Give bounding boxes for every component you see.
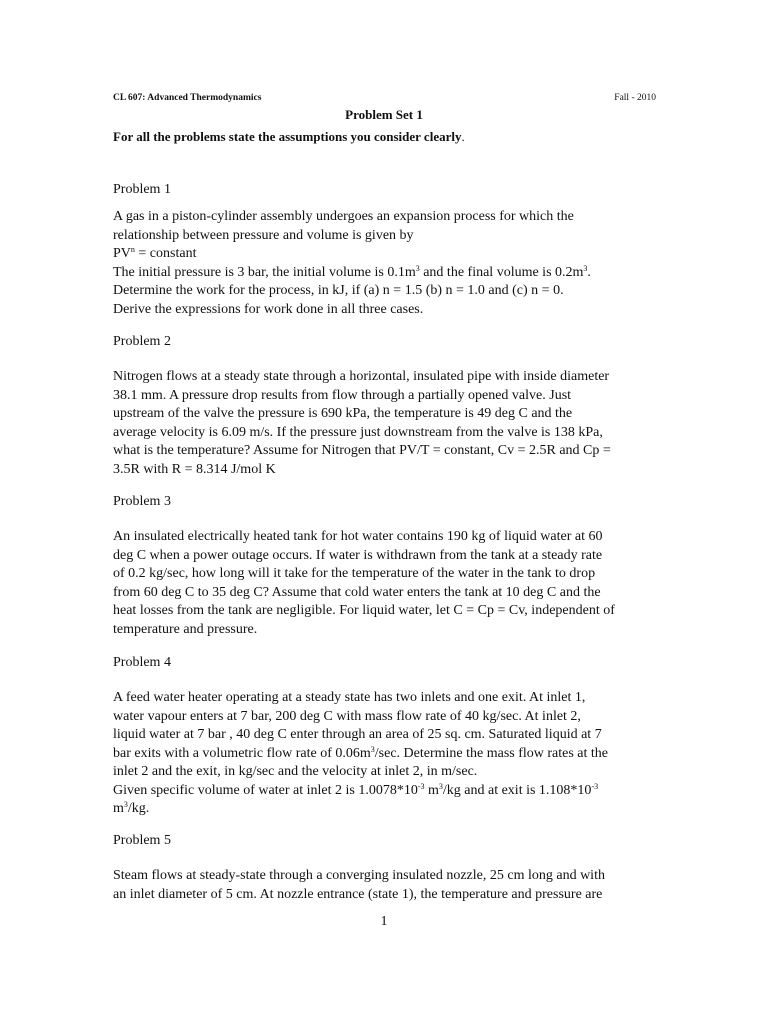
text-line: liquid water at 7 bar , 40 deg C enter through an area of 25 sq. cm. Saturated liquid at 7 bbox=[113, 727, 602, 742]
problem-heading: Problem 4 bbox=[113, 655, 171, 670]
text-line: 38.1 mm. A pressure drop results from flow through a partially opened valve. Just bbox=[113, 387, 572, 403]
text-line: 3.5R with R = 8.314 J/mol K bbox=[113, 461, 276, 477]
problem-text bbox=[113, 368, 661, 479]
text-fragment: and the final volume is 0.2m bbox=[419, 264, 584, 280]
superscript: n bbox=[130, 245, 135, 254]
problem-heading: Problem 1 bbox=[113, 182, 171, 197]
superscript: -3 bbox=[417, 781, 425, 791]
text-line: A gas in a piston-cylinder assembly undergoes an expansion process for which the bbox=[113, 209, 574, 224]
text-line: A feed water heater operating at a steady state has two inlets and one exit. At inlet 1, bbox=[113, 690, 586, 705]
text-fragment: /kg. bbox=[127, 801, 150, 816]
problem-text bbox=[113, 867, 661, 904]
text-line: Nitrogen flows at a steady state through a horizontal, insulated pipe with inside diameter bbox=[113, 369, 610, 384]
term-header: Fall - 2010 bbox=[614, 93, 656, 103]
instructions-text: For all the problems state the assumptions you consider clearly bbox=[113, 129, 462, 144]
text-fragment: m bbox=[113, 801, 124, 816]
superscript: 3 bbox=[583, 263, 588, 273]
text-line: relationship between pressure and volume is given by bbox=[113, 227, 414, 243]
problem-text bbox=[113, 689, 661, 819]
problem-heading: Problem 5 bbox=[113, 833, 171, 848]
text-fragment: = constant bbox=[134, 246, 197, 261]
page-title: Problem Set 1 bbox=[345, 107, 423, 122]
text-line: an inlet diameter of 5 cm. At nozzle entrance (state 1), the temperature and pressure are bbox=[113, 886, 603, 902]
text-line: Steam flows at steady-state through a converging insulated nozzle, 25 cm long and with bbox=[113, 868, 605, 883]
text-fragment: The initial pressure is 3 bar, the initial volume is 0.1m bbox=[113, 264, 416, 280]
problem-heading: Problem 3 bbox=[113, 494, 171, 509]
text-line bbox=[113, 264, 661, 283]
text-fragment: /kg and at exit is 1.108*10 bbox=[442, 782, 592, 798]
text-line: of 0.2 kg/sec, how long will it take for the temperature of the water in the tank to drop bbox=[113, 566, 596, 581]
text-fragment: m bbox=[424, 782, 439, 798]
problem-text bbox=[113, 208, 661, 319]
text-fragment: . bbox=[587, 264, 591, 280]
text-line: An insulated electrically heated tank for hot water contains 190 kg of liquid water at 60 bbox=[113, 529, 603, 544]
superscript: 3 bbox=[370, 744, 375, 754]
text-line: heat losses from the tank are negligible. For liquid water, let C = Cp = Cv, independent of bbox=[113, 603, 615, 618]
instructions-period: . bbox=[461, 129, 465, 144]
text-line: inlet 2 and the exit, in kg/sec and the velocity at inlet 2, in m/sec. bbox=[113, 764, 478, 779]
problem-text bbox=[113, 528, 661, 639]
text-line: upstream of the valve the pressure is 690 kPa, the temperature is 49 deg C and the bbox=[113, 406, 573, 421]
text-line bbox=[113, 245, 661, 264]
text-line: temperature and pressure. bbox=[113, 621, 258, 637]
course-header: CL 607: Advanced Thermodynamics bbox=[113, 93, 262, 103]
superscript: 3 bbox=[415, 263, 420, 273]
text-line: what is the temperature? Assume for Nitrogen that PV/T = constant, Cv = 2.5R and Cp = bbox=[113, 443, 611, 458]
text-line bbox=[113, 800, 661, 819]
superscript: 3 bbox=[438, 781, 443, 791]
text-fragment: bar exits with a volumetric flow rate of 0.06m bbox=[113, 745, 371, 761]
text-fragment: PV bbox=[113, 246, 131, 261]
text-line: water vapour enters at 7 bar, 200 deg C with mass flow rate of 40 kg/sec. At inlet 2, bbox=[113, 708, 581, 724]
instructions bbox=[113, 129, 465, 145]
text-line: average velocity is 6.09 m/s. If the pressure just downstream from the valve is 138 kPa, bbox=[113, 424, 603, 440]
text-line: deg C when a power outage occurs. If water is withdrawn from the tank at a steady rate bbox=[113, 547, 603, 563]
superscript: 3 bbox=[123, 800, 128, 809]
text-line: from 60 deg C to 35 deg C? Assume that cold water enters the tank at 10 deg C and the bbox=[113, 584, 601, 600]
text-line: Derive the expressions for work done in all three cases. bbox=[113, 301, 424, 317]
text-fragment: /sec. Determine the mass flow rates at the bbox=[374, 745, 609, 761]
text-line bbox=[113, 745, 661, 764]
text-line: Determine the work for the process, in kJ, if (a) n = 1.5 (b) n = 1.0 and (c) n = 0. bbox=[113, 283, 564, 298]
superscript: -3 bbox=[591, 781, 599, 791]
text-fragment: Given specific volume of water at inlet 2 is 1.0078*10 bbox=[113, 782, 418, 798]
text-line bbox=[113, 782, 661, 801]
problem-heading: Problem 2 bbox=[113, 334, 171, 349]
page-number: 1 bbox=[380, 914, 388, 929]
